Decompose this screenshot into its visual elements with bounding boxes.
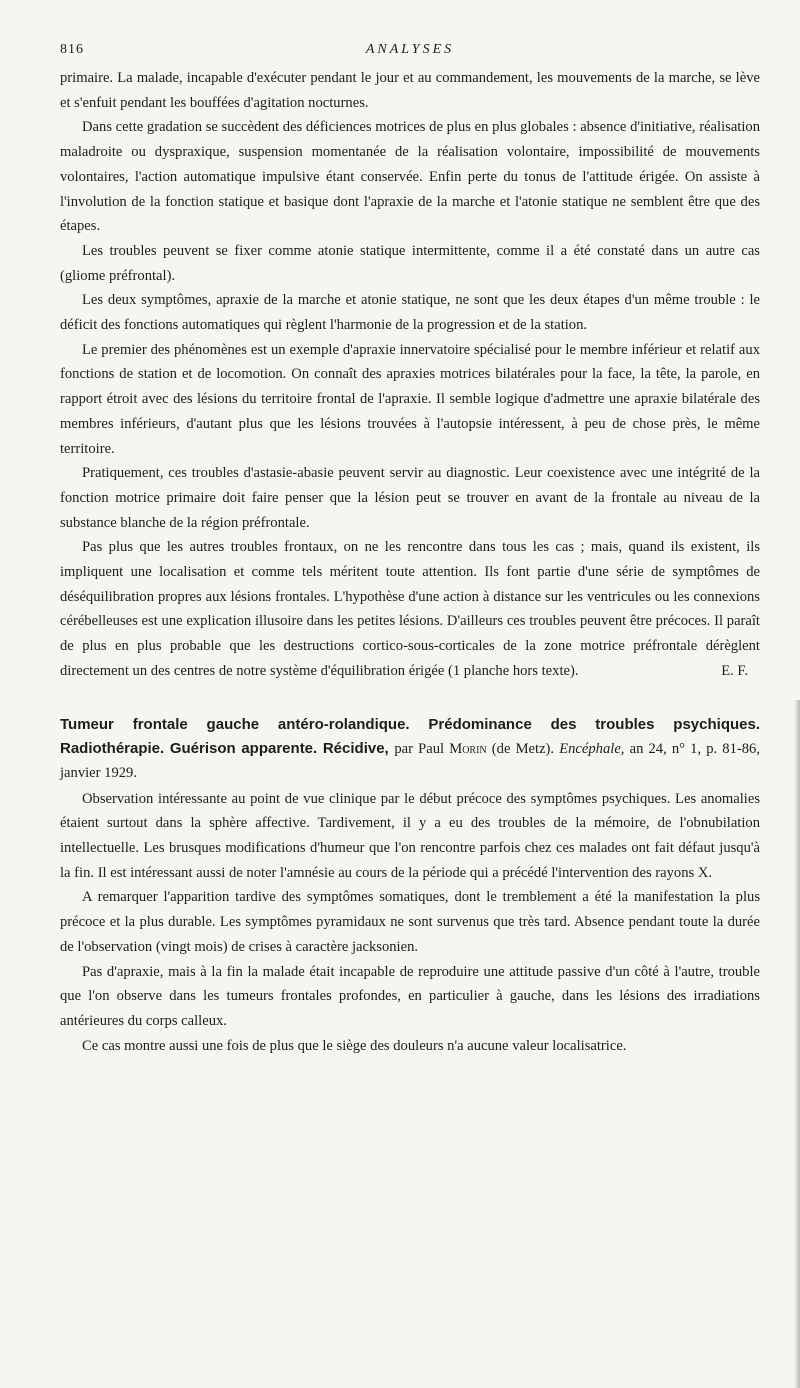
article-heading — [60, 713, 760, 785]
paragraph: primaire. La malade, incapable d'exécuter pendant le jour et au commandement, les mouvements de la marche, se lève et s'enfuit pendant les bouffées d'agitation nocturnes. — [60, 70, 760, 111]
paragraph: Ce cas montre aussi une fois de plus que le siège des douleurs n'a aucune valeur localisatrice. — [82, 1037, 627, 1054]
first-article-body — [60, 66, 760, 684]
paragraph: Pratiquement, ces troubles d'astasie-abasie peuvent servir au diagnostic. Leur coexistence avec une intégrité de la fonction motrice primaire doit faire penser que la lésion peut se trouver en avant de la frontale au niveau de la substance blanche de la région préfrontale. — [60, 465, 760, 531]
citation: an 24, n° 1, p. 81-86, janvier 1929. — [60, 740, 760, 781]
paragraph: Les deux symptômes, apraxie de la marche et atonie statique, ne sont que les deux étapes d'un même trouble : le déficit des fonctions automatiques qui règlent l'harmonie de la progression et de la station. — [60, 292, 760, 334]
journal-name: Encéphale, — [559, 740, 625, 757]
paragraph: Observation intéressante au point de vue clinique par le début précoce des symptômes psychiques. Les anomalies étaient surtout dans la sphère affective. Tardivement, il y a eu des troubles de la mémoire, de l'obnubilation intellectuelle. Les brusques modifications d'humeur que l'on rencontre parfois chez ces malades ont fait défaut jusqu'à la fin. Il est intéressant aussi de noter l'amnésie au cours de la période qui a précédé l'intervention des rayons X. — [60, 790, 760, 881]
page-edge-shadow — [794, 700, 800, 1388]
author-place: (de Metz). — [491, 740, 555, 757]
paragraph: Les troubles peuvent se fixer comme atonie statique intermittente, comme il a été constaté dans un autre cas (gliome préfrontal). — [60, 242, 760, 284]
section-title: ANALYSES — [365, 42, 455, 57]
last-paragraph — [60, 535, 760, 683]
paragraph: Dans cette gradation se succèdent des déficiences motrices de plus en plus globales : absence d'initiative, réalisation maladroite ou dyspraxique, suspension momentanée de la réalisation volontaire, impossibilité de mouvements volontaires, l'action automatique impulsive étant conservée. Enfin perte du tonus de l'attitude érigée. On assiste à l'involution de la fonction statique et basique dont l'apraxie de la marche et l'atonie statique ne semblent être que des étapes. — [60, 119, 760, 235]
paragraph: A remarquer l'apparition tardive des symptômes somatiques, dont le tremblement a été la manifestation la plus précoce et la plus durable. Les symptômes pyramidaux ne sont survenus que très tard. Absence pendant toute la durée de l'observation (vingt mois) de crises à caractère jacksonien. — [60, 889, 760, 955]
page-number: 816 — [60, 42, 84, 57]
author-initials: E. F. — [721, 662, 748, 679]
author-name: Morin — [449, 740, 487, 757]
article-title: Tumeur frontale gauche antéro-rolandique. Prédominance des troubles psychiques. Radiothérapie. Guérison apparente. Récidive, — [60, 715, 760, 757]
paragraph-text: Pas plus que les autres troubles frontaux, on ne les rencontre dans tous les cas ; mais, quand ils existent, ils impliquent une localisation et comme tels méritent toute attention. Ils font partie d'une série de symptômes de déséquilibration propres aux lésions frontales. L'hypothèse d'une action à distance sur les ventricules ou les connexions cérébelleuses est une explication illusoire dans les petites lésions. D'ailleurs ces troubles peuvent être précoces. Il paraît de plus en plus probable que les destructions cortico-sous-corticales de la zone motrice préfrontale dérèglent directement un des centres de notre système d'équilibration érigée (1 planche hors texte). — [60, 539, 760, 679]
second-article-body — [60, 787, 760, 1059]
paragraph: Pas d'apraxie, mais à la fin la malade était incapable de reproduire une attitude passive d'un côté à l'autre, trouble que l'on observe dans les tumeurs frontales profondes, en particulier à gauche, dans les lésions des irradiations antérieures du corps calleux. — [60, 963, 760, 1029]
running-head — [60, 38, 760, 66]
paragraph: Le premier des phénomènes est un exemple d'apraxie innervatoire spécialisé pour le membre inférieur et relatif aux fonctions de station et de locomotion. On connaît des apraxies motrices bilatérales pour la face, la tête, la parole, en rapport étroit avec des lésions du territoire frontal de l'apraxie. Il semble logique d'admettre une apraxie bilatérale des membres inférieurs, d'autant plus que les lésions trouvées à l'autopsie intéressent, à peu de chose près, le même territoire. — [60, 341, 760, 457]
byline-prefix: par Paul — [394, 740, 445, 757]
